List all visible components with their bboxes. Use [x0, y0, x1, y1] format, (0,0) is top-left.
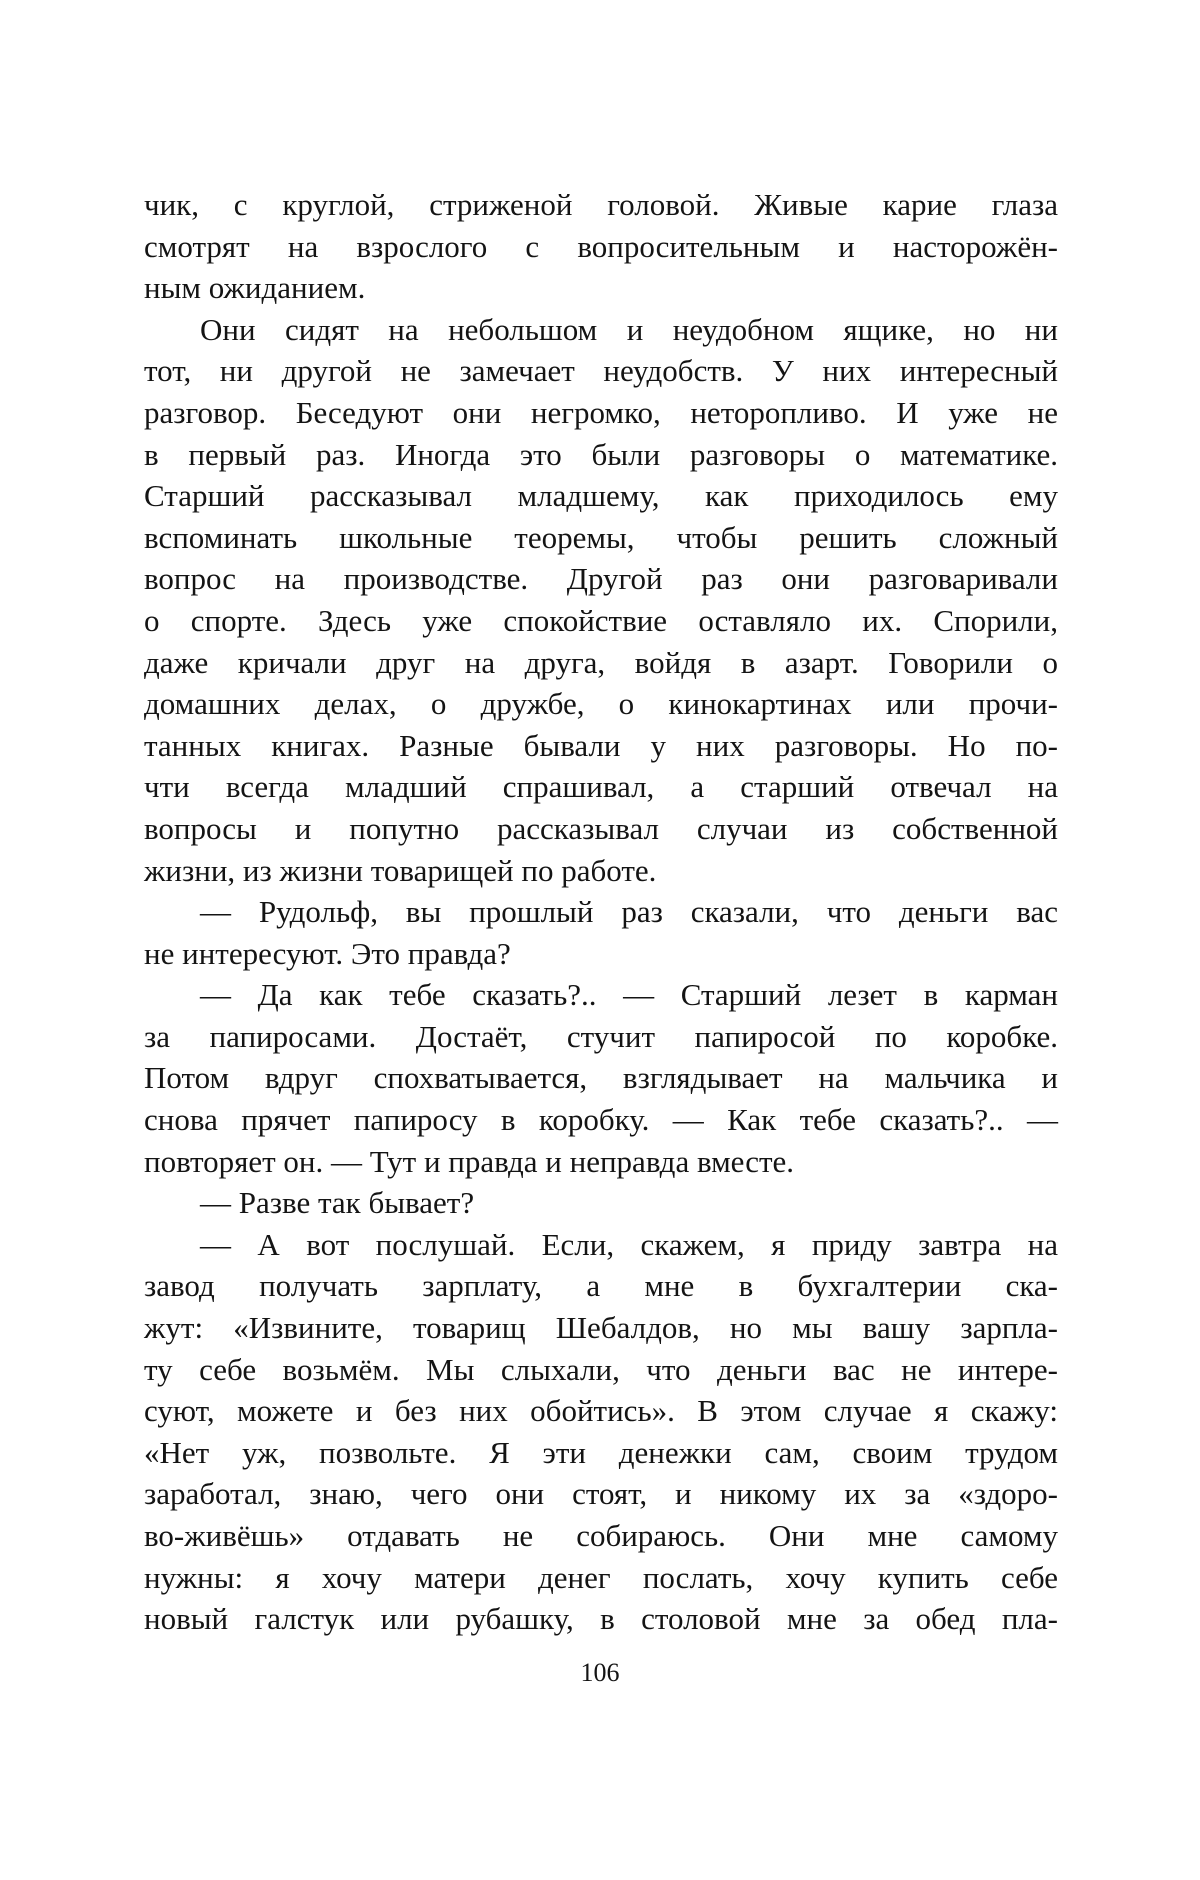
text-line: нужны: я хочу матери денег послать, хочу купить себе — [144, 1559, 1058, 1595]
text-line: даже кричали друг на друга, войдя в азарт. Говорили о — [144, 644, 1058, 680]
paragraph — [144, 891, 1058, 974]
text-line: новый галстук или рубашку, в столовой мне за обед пла- — [144, 1601, 1058, 1637]
text-line: Они сидят на небольшом и неудобном ящике, но ни — [200, 311, 1058, 347]
text-line: о спорте. Здесь уже спокойствие оставляло их. Спорили, — [144, 602, 1058, 638]
text-line: за папиросами. Достаёт, стучит папиросой по коробке. — [144, 1018, 1058, 1054]
paragraph — [144, 1182, 1058, 1224]
text-line: не интересуют. Это правда? — [144, 935, 511, 971]
text-line: тот, ни другой не замечает неудобств. У них интересный — [144, 353, 1058, 389]
text-line: снова прячет папиросу в коробку. — Как тебе сказать?.. — — [144, 1102, 1058, 1138]
text-line: заработал, знаю, чего они стоят, и никому их за «здоро- — [144, 1476, 1058, 1512]
text-line: «Нет уж, позвольте. Я эти денежки сам, своим трудом — [144, 1434, 1058, 1470]
text-line: ту себе возьмём. Мы слыхали, что деньги вас не интере- — [144, 1351, 1058, 1387]
text-line: жут: «Извините, товарищ Шебалдов, но мы вашу зарпла- — [144, 1310, 1058, 1346]
text-line: домашних делах, о дружбе, о кинокартинах или прочи- — [144, 686, 1058, 722]
paragraph — [144, 309, 1058, 891]
text-line: — А вот послушай. Если, скажем, я приду завтра на — [200, 1226, 1058, 1262]
text-line: вопросы и попутно рассказывал случаи из собственной — [144, 810, 1058, 846]
text-line: во-живёшь» отдавать не собираюсь. Они мне самому — [144, 1518, 1058, 1553]
text-line: Потом вдруг спохватывается, взглядывает на мальчика и — [144, 1060, 1058, 1096]
paragraph — [144, 974, 1058, 1182]
text-line: — Да как тебе сказать?.. — Старший лезет в карман — [200, 977, 1058, 1013]
text-line: Старший рассказывал младшему, как приходилось ему — [144, 478, 1058, 514]
text-line: вспоминать школьные теоремы, чтобы решить сложный — [144, 519, 1058, 555]
text-line: смотрят на взрослого с вопросительным и насторожён- — [144, 228, 1058, 264]
text-line: — Рудольф, вы прошлый раз сказали, что деньги вас — [200, 894, 1058, 930]
text-line: вопрос на производстве. Другой раз они разговаривали — [144, 561, 1058, 597]
text-line: завод получать зарплату, а мне в бухгалтерии ска- — [144, 1268, 1058, 1304]
text-line: жизни, из жизни товарищей по работе. — [144, 852, 657, 888]
text-line: ным ожиданием. — [144, 270, 366, 306]
text-line: — Разве так бывает? — [200, 1185, 475, 1221]
page-number: 106 — [580, 1658, 620, 1687]
text-line: танных книгах. Разные бывали у них разговоры. Но по- — [144, 727, 1058, 763]
text-line: повторяет он. — Тут и правда и неправда вместе. — [144, 1143, 795, 1179]
paragraph — [144, 184, 1058, 309]
paragraph — [144, 1224, 1058, 1640]
text-line: чик, с круглой, стриженой головой. Живые карие глаза — [144, 187, 1058, 222]
text-line: разговор. Беседуют они негромко, неторопливо. И уже не — [144, 394, 1058, 430]
body-text — [144, 184, 1058, 1640]
text-line: в первый раз. Иногда это были разговоры о математике. — [144, 436, 1058, 472]
text-line: чти всегда младший спрашивал, а старший отвечал на — [144, 769, 1058, 805]
text-line: суют, можете и без них обойтись». В этом случае я скажу: — [144, 1393, 1058, 1429]
